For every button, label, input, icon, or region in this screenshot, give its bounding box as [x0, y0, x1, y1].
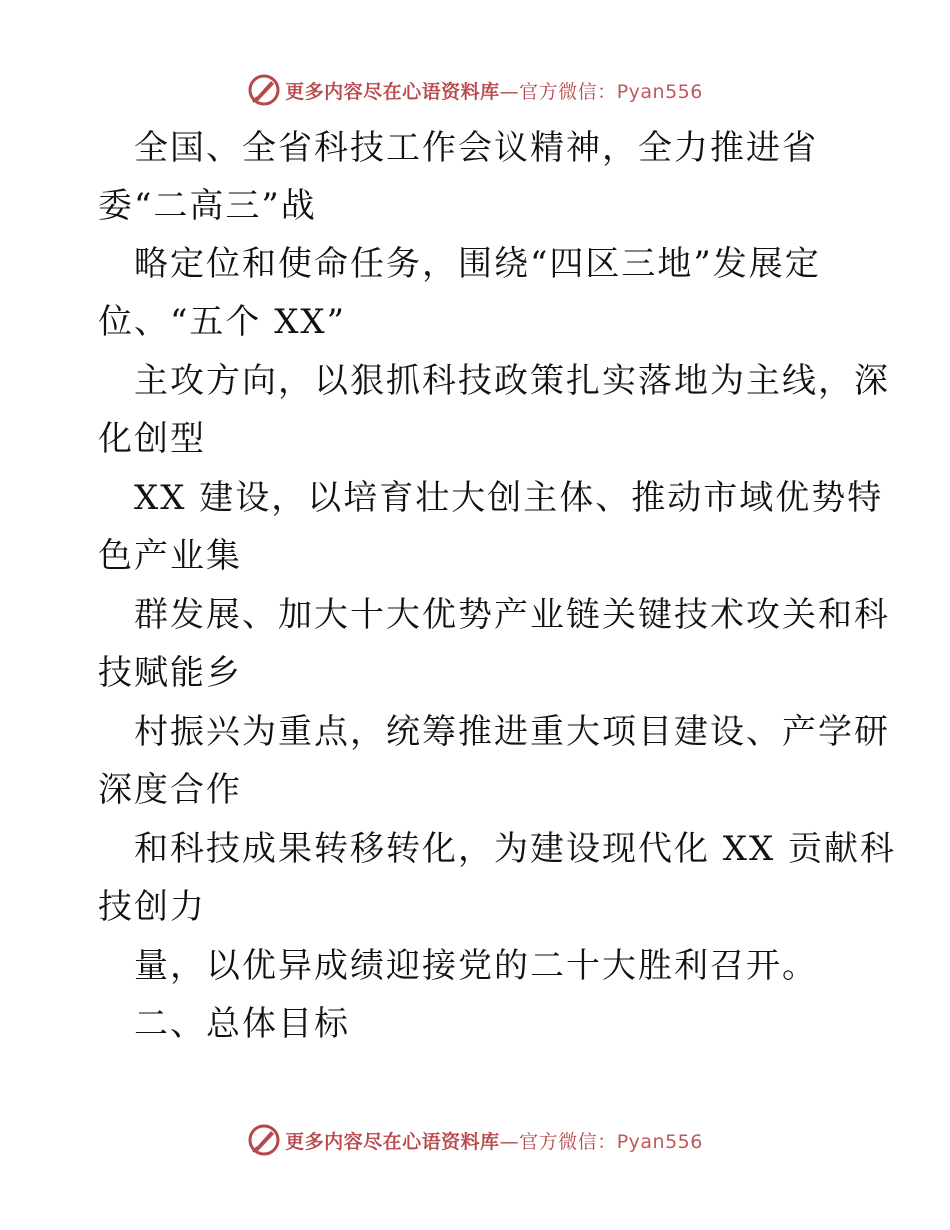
text-line: 群发展、加大十大优势产业链关键技术攻关和科	[134, 595, 890, 635]
quill-logo-icon	[247, 1123, 281, 1157]
text-line: 位、“五个 XX”	[98, 302, 346, 342]
watermark-site: 更多内容尽在心语资料库	[285, 1130, 500, 1153]
text-line: 委“二高三”战	[98, 186, 317, 226]
text-line: 村振兴为重点，统筹推进重大项目建设、产学研	[134, 712, 890, 752]
footer-watermark	[0, 1120, 950, 1160]
text-line: XX 建设，以培育壮大创主体、推动市域优势特	[134, 478, 884, 518]
text-line: 略定位和使命任务，围绕“四区三地”发展定	[134, 244, 821, 284]
text-line: 技创力	[98, 887, 206, 927]
header-watermark	[0, 70, 950, 110]
text-line: 全国、全省科技工作会议精神，全力推进省	[134, 128, 818, 168]
text-line: 和科技成果转移转化，为建设现代化 XX 贡献科	[134, 829, 897, 869]
section-heading: 二、总体目标	[134, 1004, 350, 1044]
text-line: 色产业集	[98, 536, 242, 576]
watermark-id: Pyan556	[616, 1130, 703, 1153]
watermark-label: 官方微信：	[519, 1130, 617, 1153]
text-line: 量，以优异成绩迎接党的二十大胜利召开。	[134, 946, 818, 986]
text-line: 化创型	[98, 419, 206, 459]
quill-logo-icon	[247, 73, 281, 107]
watermark-dash: —	[499, 80, 520, 103]
watermark-site: 更多内容尽在心语资料库	[285, 80, 500, 103]
watermark-label: 官方微信：	[519, 80, 617, 103]
watermark-dash: —	[499, 1130, 520, 1153]
text-line: 深度合作	[98, 770, 242, 810]
text-line: 技赋能乡	[98, 653, 242, 693]
watermark-id: Pyan556	[616, 80, 703, 103]
text-line: 主攻方向，以狠抓科技政策扎实落地为主线，深	[134, 361, 890, 401]
